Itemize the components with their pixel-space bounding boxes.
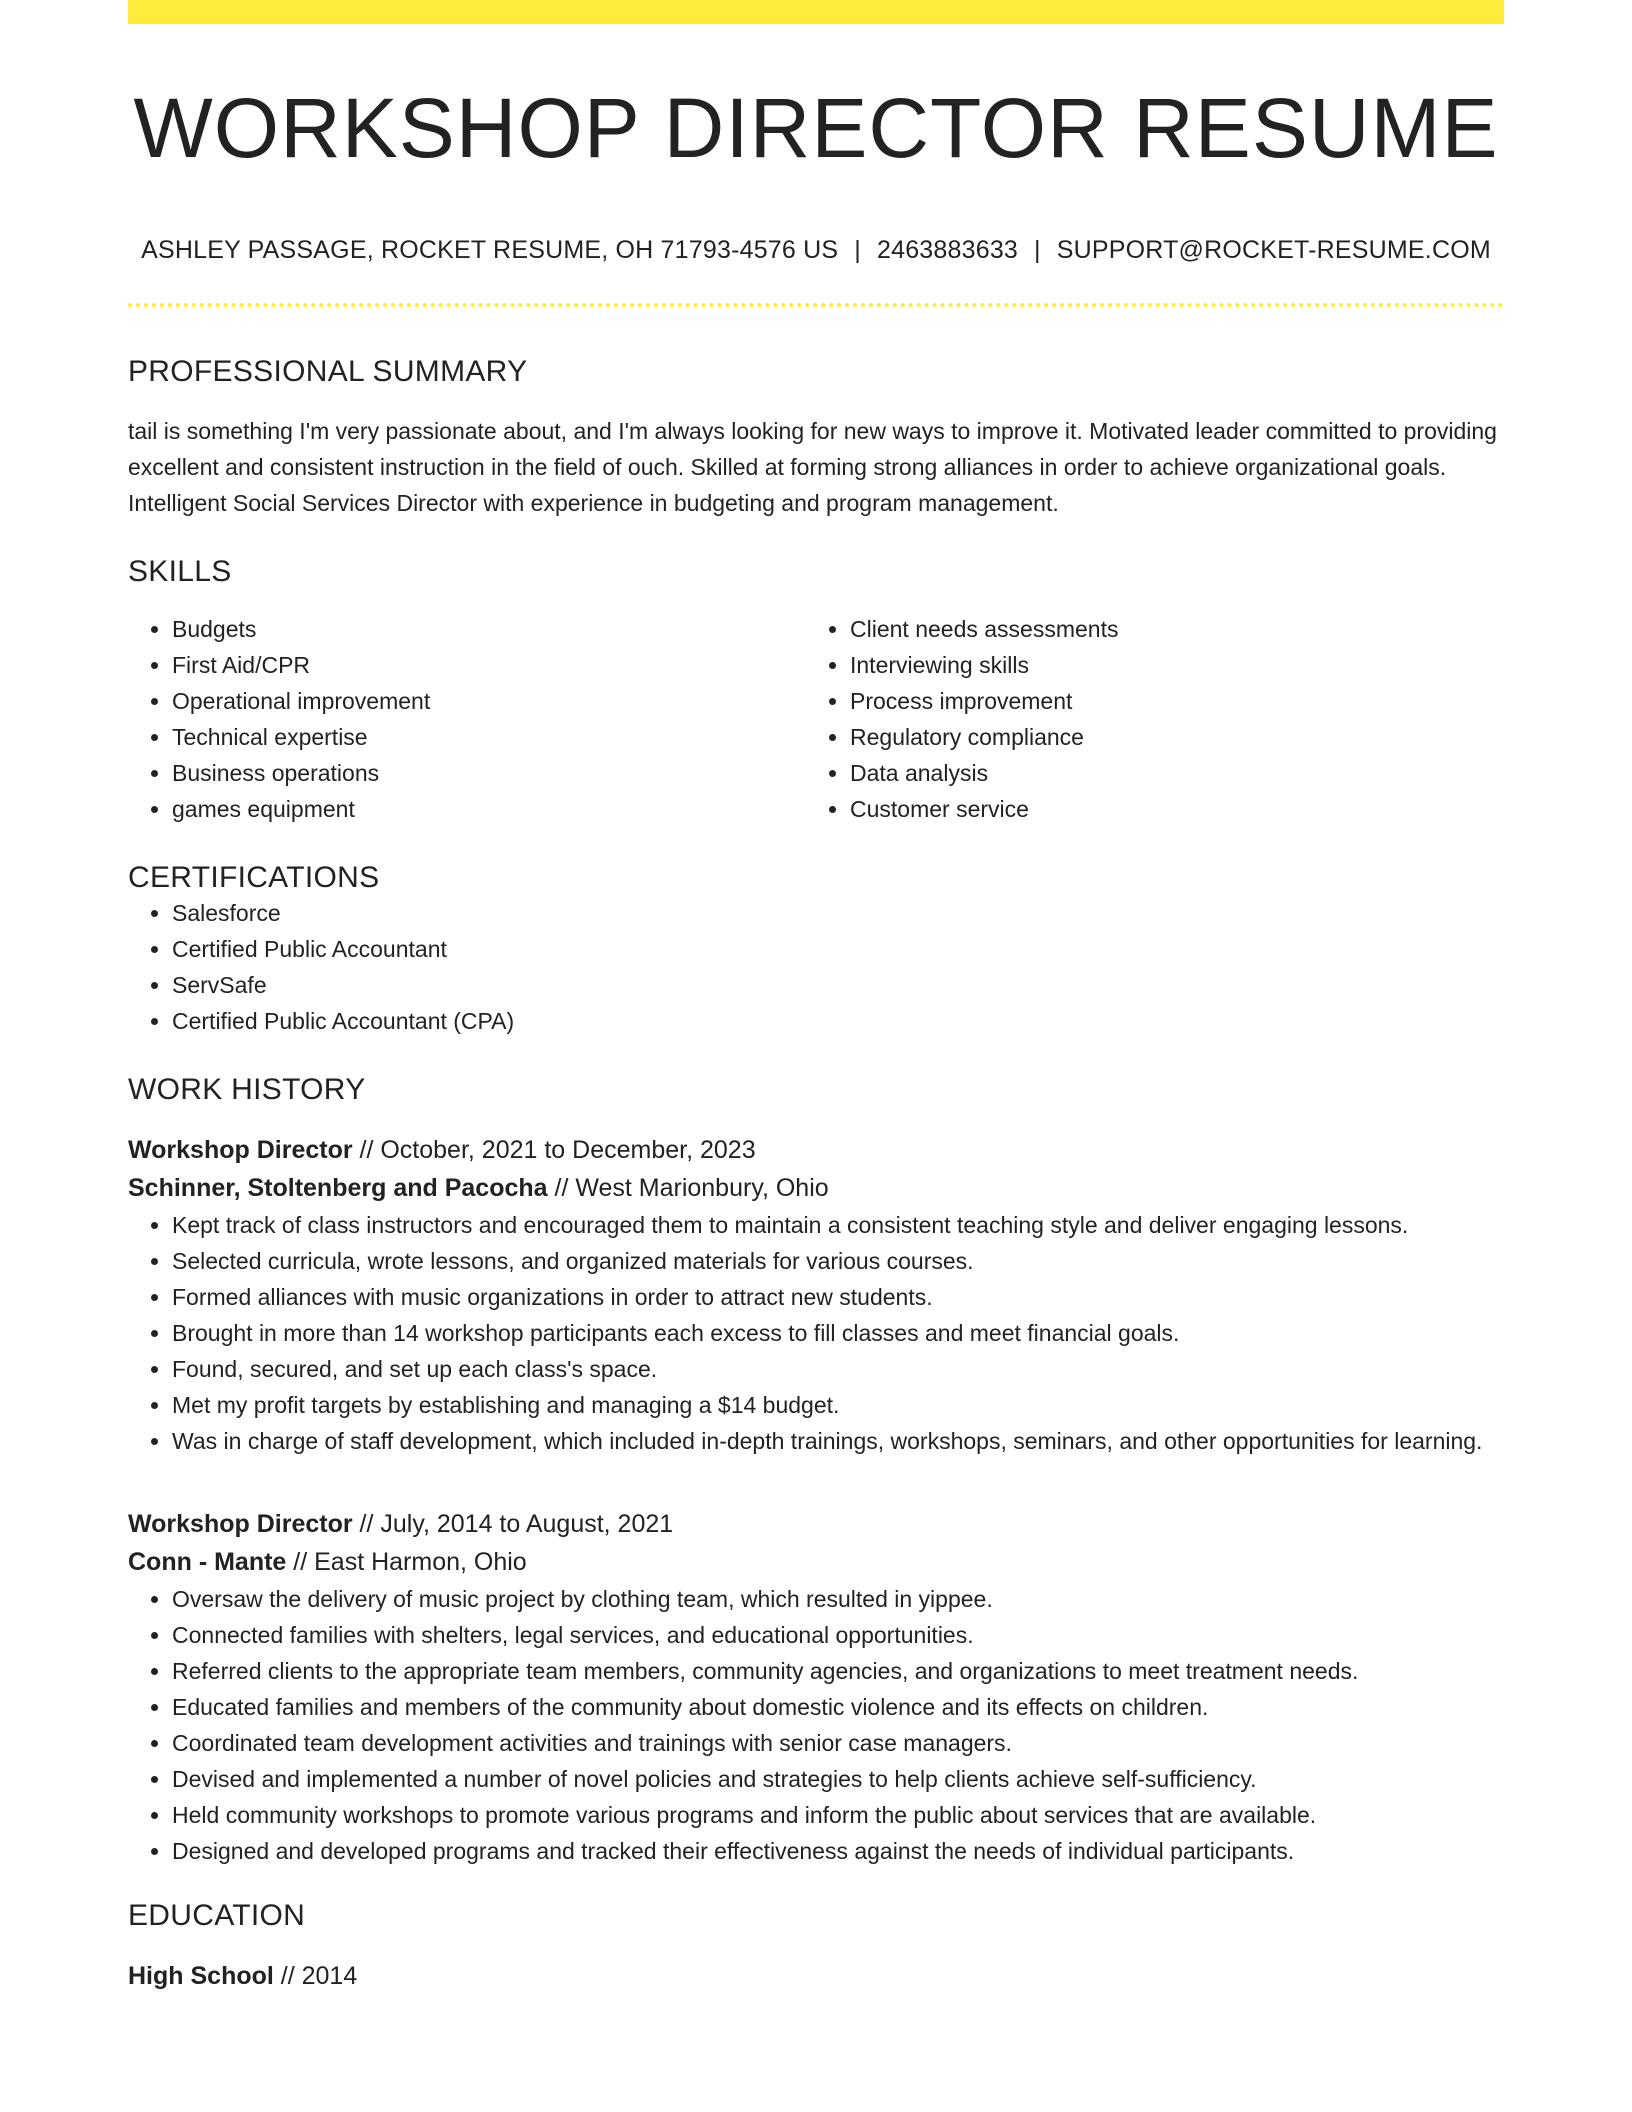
job-company-line [128,1543,1504,1581]
contact-phone: 2463883633 [877,236,1019,265]
skills-list-right [806,611,1484,827]
job-bullet: • Found, secured, and set up each class's space. [172,1351,1504,1387]
skills-columns [128,611,1504,827]
job-bullet: • Selected curricula, wrote lessons, and organized materials for various courses. [172,1243,1504,1279]
skill-item: • Budgets [172,611,806,647]
work-history-section [128,1073,1504,1869]
section-heading-skills: SKILLS [128,555,232,589]
job-dates: // October, 2021 to December, 2023 [352,1136,756,1165]
skill-item: • Client needs assessments [850,611,1484,647]
job-company-line [128,1169,1504,1207]
job-bullet: • Coordinated team development activities and trainings with senior case managers. [172,1725,1504,1761]
job-title: Workshop Director [128,1510,353,1539]
education-school: High School [128,1962,274,1991]
skills-section [128,555,1504,827]
job-bullet: • Brought in more than 14 workshop participants each excess to fill classes and meet financial goals. [172,1315,1504,1351]
certification-item: • Salesforce [172,895,1504,931]
education-entry [128,1957,1504,1995]
job-bullet: • Referred clients to the appropriate team members, community agencies, and organizations to meet treatment needs. [172,1653,1504,1689]
job-bullet: • Met my profit targets by establishing and managing a $14 budget. [172,1387,1504,1423]
resume-page [128,0,1504,1995]
job-entry [128,1131,1504,1459]
job-company: Schinner, Stoltenberg and Pacocha [128,1174,548,1203]
skill-item: • Technical expertise [172,719,806,755]
job-bullet: • Devised and implemented a number of novel policies and strategies to help clients achieve self-sufficiency. [172,1761,1504,1797]
job-bullets [128,1207,1504,1459]
job-title-line [128,1131,1504,1169]
accent-top-bar [128,0,1504,24]
contact-line [128,236,1504,265]
skill-item: • Interviewing skills [850,647,1484,683]
job-location: // East Harmon, Ohio [286,1548,527,1577]
job-company: Conn - Mante [128,1548,287,1577]
skill-item: • games equipment [172,791,806,827]
certification-item: • Certified Public Accountant [172,931,1504,967]
job-bullet: • Oversaw the delivery of music project by clothing team, which resulted in yippee. [172,1581,1504,1617]
job-bullet: • Formed alliances with music organizations in order to attract new students. [172,1279,1504,1315]
job-bullet: • Educated families and members of the community about domestic violence and its effects on children. [172,1689,1504,1725]
skill-item: • Regulatory compliance [850,719,1484,755]
resume-title: WORKSHOP DIRECTOR RESUME [133,81,1499,175]
job-bullet: • Was in charge of staff development, which included in-depth trainings, workshops, seminars, and other opportunities for learning. [172,1423,1504,1459]
job-location: // West Marionbury, Ohio [547,1174,829,1203]
skills-list-left [128,611,806,827]
certifications-list [128,895,1504,1039]
section-heading-summary: PROFESSIONAL SUMMARY [128,355,528,389]
job-bullets [128,1581,1504,1869]
skills-column-left [128,611,806,827]
job-bullet: • Connected families with shelters, legal services, and educational opportunities. [172,1617,1504,1653]
section-heading-education: EDUCATION [128,1899,306,1933]
certification-item: • ServSafe [172,967,1504,1003]
skills-column-right [806,611,1484,827]
contact-address: ASHLEY PASSAGE, ROCKET RESUME, OH 71793-4576 US [141,236,839,265]
summary-text: tail is something I'm very passionate about, and I'm always looking for new ways to improve it. Motivated leader committed to providing excellent and consistent instruction in the field of ouch. Skilled at forming strong alliances in order to achieve organizational goals. Intelligent Social Services Director with experience in budgeting and program management. [128,418,1497,517]
job-title: Workshop Director [128,1136,353,1165]
section-heading-work-history: WORK HISTORY [128,1073,366,1107]
job-bullet: • Held community workshops to promote various programs and inform the public about services that are available. [172,1797,1504,1833]
certifications-section [128,861,1504,1039]
contact-separator: | [1034,236,1041,265]
contact-separator: | [854,236,861,265]
section-heading-certifications: CERTIFICATIONS [128,861,380,895]
skill-item: • Process improvement [850,683,1484,719]
education-year: // 2014 [273,1962,358,1991]
skill-item: • Business operations [172,755,806,791]
job-title-line [128,1505,1504,1543]
education-section [128,1899,1504,1995]
job-bullet: • Designed and developed programs and tracked their effectiveness against the needs of individual participants. [172,1833,1504,1869]
skill-item: • Customer service [850,791,1484,827]
skill-item: • First Aid/CPR [172,647,806,683]
job-bullet: • Kept track of class instructors and encouraged them to maintain a consistent teaching style and deliver engaging lessons. [172,1207,1504,1243]
job-entry [128,1505,1504,1869]
contact-email: SUPPORT@ROCKET-RESUME.COM [1056,236,1491,265]
skill-item: • Operational improvement [172,683,806,719]
professional-summary-section [128,355,1504,521]
job-dates: // July, 2014 to August, 2021 [352,1510,674,1539]
skill-item: • Data analysis [850,755,1484,791]
certification-item: • Certified Public Accountant (CPA) [172,1003,1504,1039]
dotted-divider [128,303,1504,307]
